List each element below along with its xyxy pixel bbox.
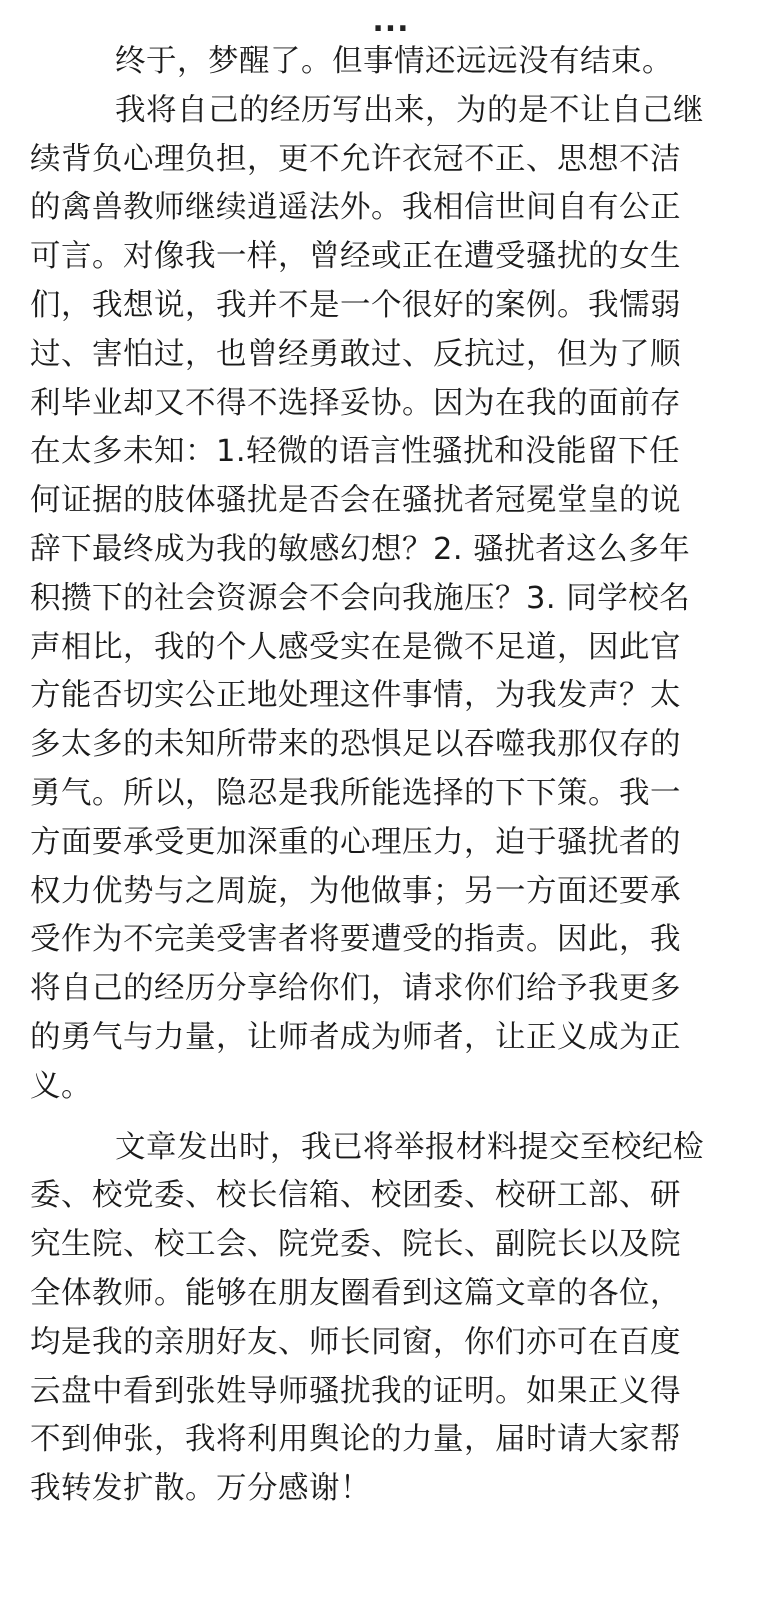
text-line: 续背负心理负担，更不允许衣冠不正、思想不洁	[30, 141, 681, 177]
text-line: 利毕业却又不得不选择妥协。因为在我的面前存	[30, 385, 681, 421]
text-line: 不到伸张，我将利用舆论的力量，届时请大家帮	[30, 1422, 681, 1458]
paragraph-3	[30, 1124, 736, 1514]
text-line: 积攒下的社会资源会不会向我施压？3. 同学校名	[30, 580, 691, 616]
text-line: 将自己的经历分享给你们，请求你们给予我更多	[30, 971, 681, 1007]
text-line: 何证据的肢体骚扰是否会在骚扰者冠冕堂皇的说	[30, 483, 681, 519]
text-line: 声相比，我的个人感受实在是微不足道，因此官	[30, 629, 681, 665]
paragraph-gap	[30, 1112, 736, 1124]
text-line: 勇气。所以，隐忍是我所能选择的下下策。我一	[30, 775, 681, 811]
text-line: 方面要承受更加深重的心理压力，迫于骚扰者的	[30, 824, 681, 860]
text-line: 全体教师。能够在朋友圈看到这篇文章的各位，	[30, 1275, 681, 1311]
paragraph-2	[30, 87, 736, 1112]
text-line: 均是我的亲朋好友、师长同窗，你们亦可在百度	[30, 1324, 681, 1360]
text-line: 我将自己的经历写出来，为的是不让自己继	[115, 92, 704, 128]
text-line: 辞下最终成为我的敏感幻想？2. 骚扰者这么多年	[30, 531, 691, 567]
text-line: 们，我想说，我并不是一个很好的案例。我懦弱	[30, 287, 681, 323]
text-line: 委、校党委、校长信箱、校团委、校研工部、研	[30, 1178, 681, 1214]
text-line: 义。	[30, 1068, 92, 1104]
text-line: 的禽兽教师继续逍遥法外。我相信世间自有公正	[30, 190, 681, 226]
text-line: 权力优势与之周旋，为他做事；另一方面还要承	[30, 873, 681, 909]
text-line: 多太多的未知所带来的恐惧足以吞噬我那仅存的	[30, 727, 681, 763]
text-line: 受作为不完美受害者将要遭受的指责。因此，我	[30, 922, 681, 958]
article-body	[30, 38, 736, 1514]
paragraph-1	[30, 38, 736, 87]
text-line: 可言。对像我一样，曾经或正在遭受骚扰的女生	[30, 239, 681, 275]
text-line: 究生院、校工会、院党委、院长、副院长以及院	[30, 1227, 681, 1263]
text-line: 的勇气与力量，让师者成为师者，让正义成为正	[30, 1019, 681, 1055]
text-line: 过、害怕过，也曾经勇敢过、反抗过，但为了顺	[30, 336, 681, 372]
text-line: 文章发出时，我已将举报材料提交至校纪检	[115, 1129, 704, 1165]
ellipsis-marker: ...	[372, 4, 410, 39]
text-line: 我转发扩散。万分感谢！	[30, 1471, 371, 1507]
text-line: 云盘中看到张姓导师骚扰我的证明。如果正义得	[30, 1373, 681, 1409]
text-line: 在太多未知：1.轻微的语言性骚扰和没能留下任	[30, 434, 681, 470]
text-line: 终于，梦醒了。但事情还远远没有结束。	[115, 44, 673, 79]
text-line: 方能否切实公正地处理这件事情，为我发声？太	[30, 678, 681, 714]
